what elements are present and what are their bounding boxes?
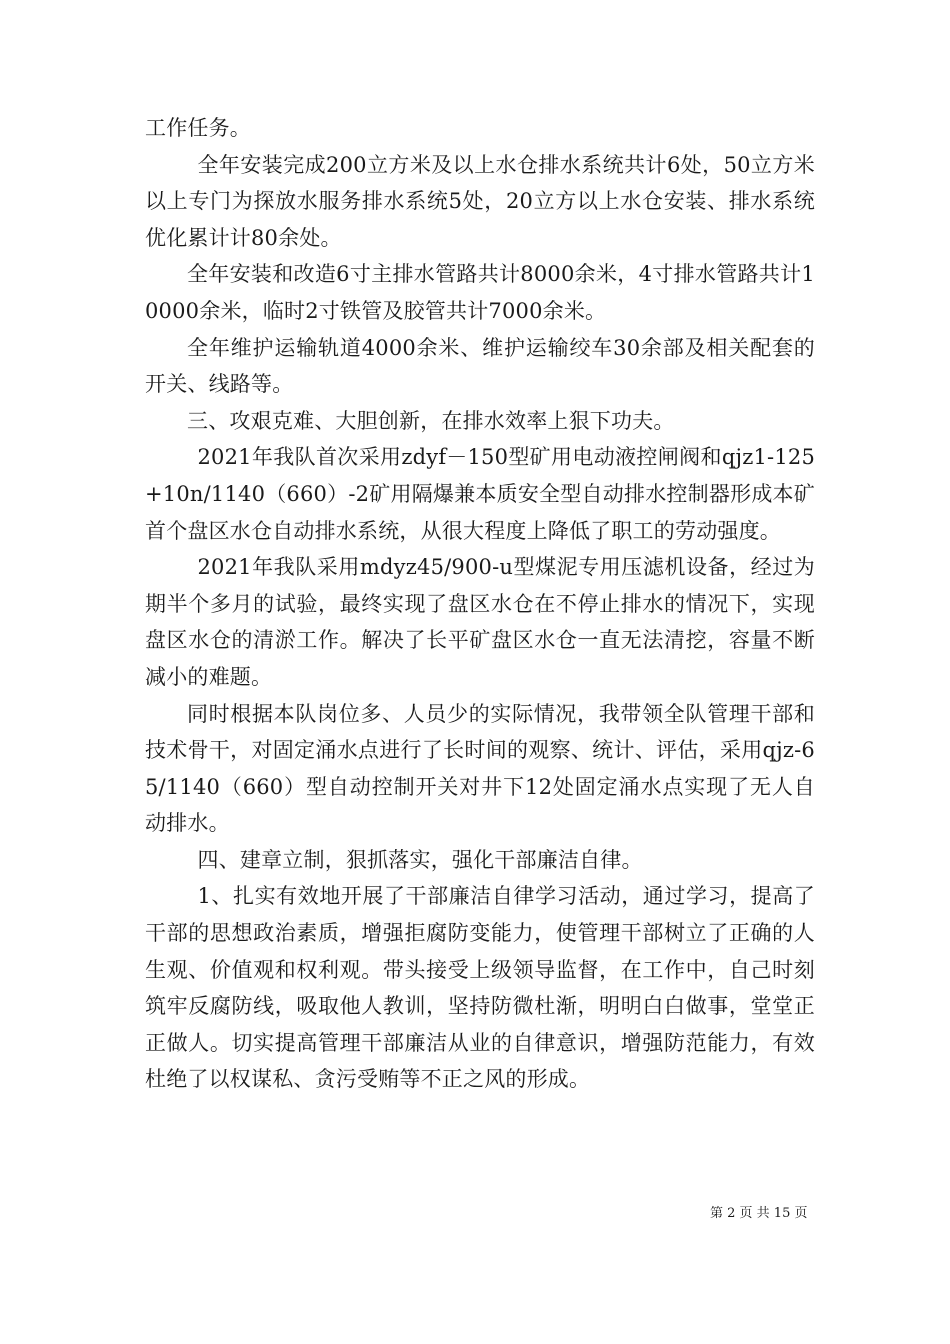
section-heading-3: 三、攻艰克难、大胆创新，在排水效率上狠下功夫。 — [187, 408, 675, 433]
document-body — [145, 110, 815, 1098]
paragraph-unmanned-drainage: 同时根据本队岗位多、人员少的实际情况，我带领全队管理干部和技术骨干，对固定涌水点进行了长时间的观察、统计、评估，采用qjz-65/1140（660）型自动控制开关对井下12处固定涌水点实现了无人自动排水。 — [145, 701, 815, 836]
paragraph-rail-maintenance: 全年维护运输轨道4000余米、维护运输绞车30余部及相关配套的开关、线路等。 — [145, 335, 815, 397]
paragraph-drainage-systems: 全年安装完成200立方米及以上水仓排水系统共计6处，50立方米以上专门为探放水服务排水系统5处，20立方以上水仓安装、排水系统优化累计计80余处。 — [145, 152, 815, 250]
paragraph-continuation: 工作任务。 — [145, 116, 251, 140]
section-heading-4: 四、建章立制，狠抓落实，强化干部廉洁自律。 — [197, 847, 643, 872]
page-number-footer: 第 2 页 共 15 页 — [710, 1206, 808, 1221]
paragraph-auto-drainage: 2021年我队首次采用zdyf－150型矿用电动液控闸阀和qjz1-125+10n/1140（660）-2矿用隔爆兼本质安全型自动排水控制器形成本矿首个盘区水仓自动排水系统，从很大程度上降低了职工的劳动强度。 — [145, 445, 815, 543]
paragraph-filter-press: 2021年我队采用mdyz45/900-u型煤泥专用压滤机设备，经过为期半个多月的试验，最终实现了盘区水仓在不停止排水的情况下，实现盘区水仓的清淤工作。解决了长平矿盘区水仓一直无法清挖，容量不断减小的难题。 — [145, 555, 815, 689]
paragraph-pipelines: 全年安装和改造6寸主排水管路共计8000余米，4寸排水管路共计10000余米，临时2寸铁管及胶管共计7000余米。 — [145, 262, 815, 323]
paragraph-integrity-study: 1、扎实有效地开展了干部廉洁自律学习活动，通过学习，提高了干部的思想政治素质，增强拒腐防变能力，使管理干部树立了正确的人生观、价值观和权利观。带头接受上级领导监督，在工作中，自己时刻筑牢反腐防线，吸取他人教训，坚持防微杜渐，明明白白做事，堂堂正正做人。切实提高管理干部廉洁从业的自律意识，增强防范能力，有效杜绝了以权谋私、贪污受贿等不正之风的形成。 — [145, 884, 815, 1092]
